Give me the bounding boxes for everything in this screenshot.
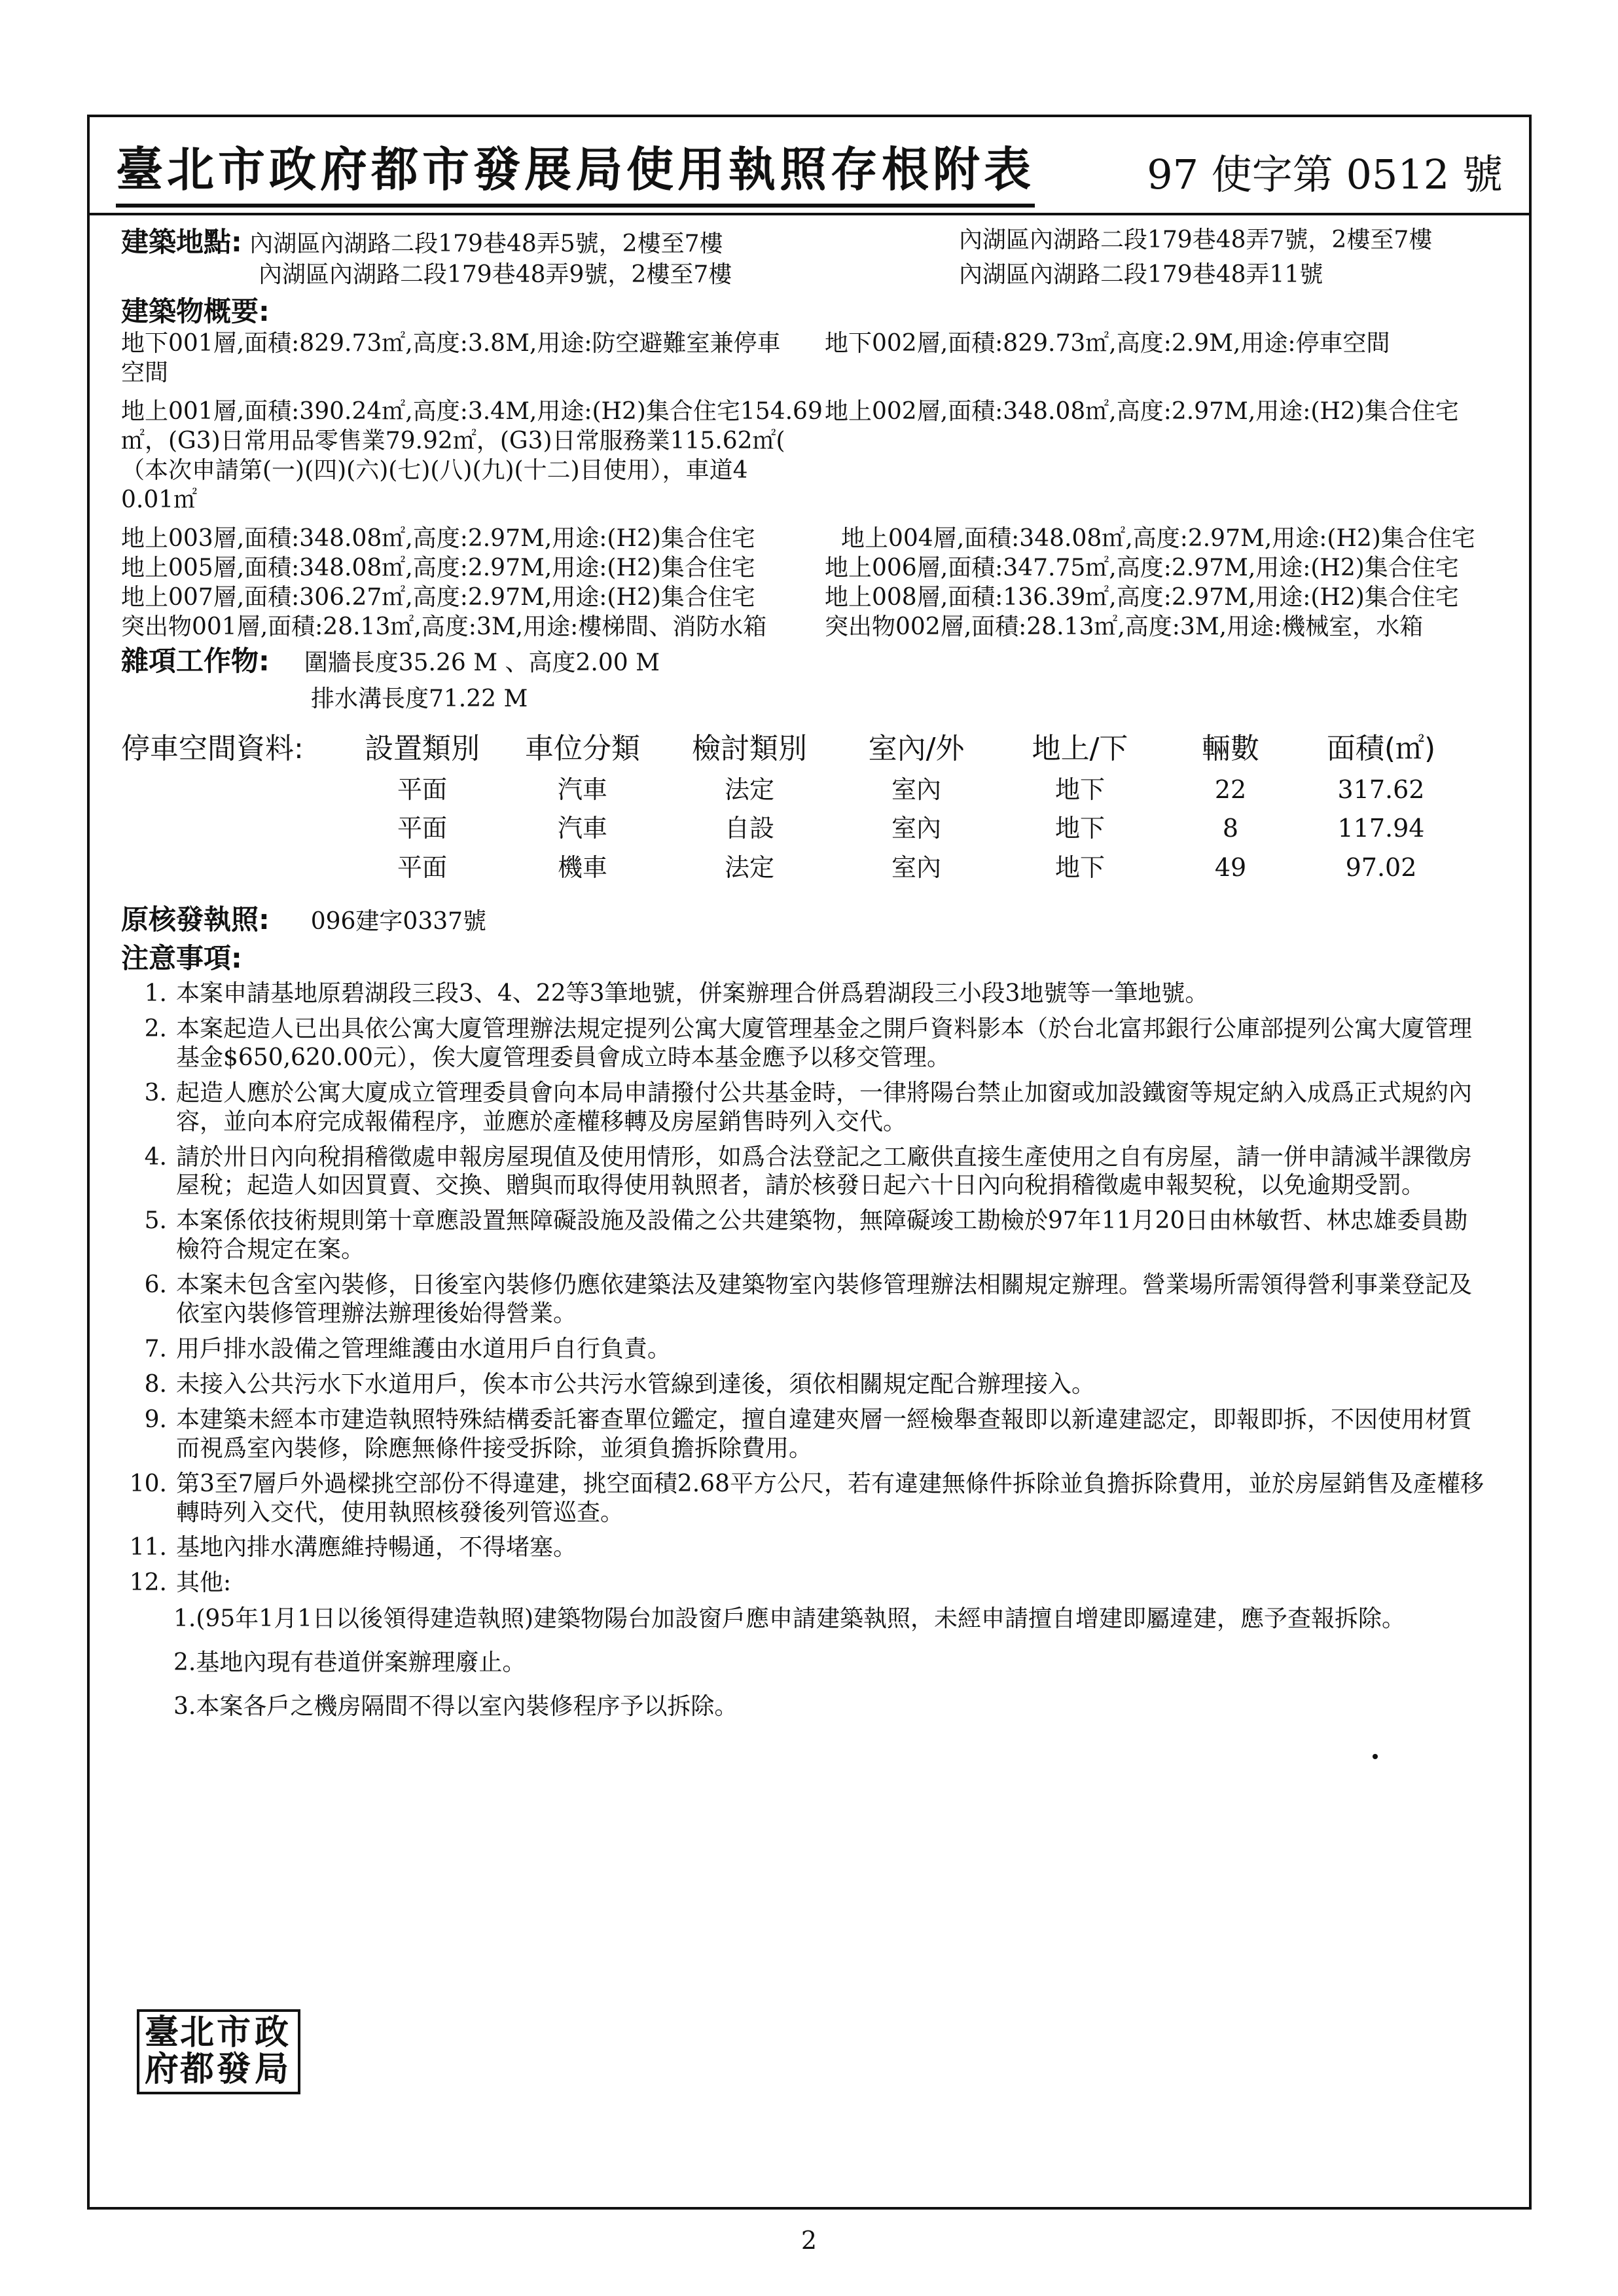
floor-7: 地上007層,面積:306.27㎡,高度:2.97M,用途:(H2)集合住宅 [121,584,755,611]
floor-b1: 地下001層,面積:829.73㎡,高度:3.8M,用途:防空避難室兼停車 [121,330,781,357]
parking-header: 面積(㎡) [1326,731,1436,765]
seal-char: 市 [217,2013,251,2052]
note-item [121,1569,1502,1597]
parking-cell: 汽車 [557,774,607,804]
seal-char: 府 [145,2049,179,2089]
note-text: 本案未包含室內裝修，日後室內裝修仍應依建築法及建築物室內裝修管理辦法相關規定辦理。營業場所需領得營利事業登記及依室內裝修管理辦法辦理後始得營業。 [176,1271,1473,1328]
other-item: 2.基地內現有巷道併案辦理廢止。 [173,1649,526,1677]
parking-cell: 汽車 [557,814,607,843]
other-item: 3.本案各戶之機房隔間不得以室內裝修程序予以拆除。 [173,1693,738,1721]
parking-header: 室內/外 [868,731,965,765]
site-address: 內湖區內湖路二段179巷48弄9號，2樓至7樓 [259,261,732,288]
note-text: 本案係依技術規則第十章應設置無障礙設施及設備之公共建築物，無障礙竣工勘檢於97年11月20日由林敏哲、林忠雄委員勘檢符合規定在案。 [176,1207,1468,1264]
document-title: 臺北市政府都市發展局使用執照存根附表 [116,132,1035,208]
note-number: 3. [144,1079,167,1106]
overview-row [121,329,1502,358]
note-number: 2. [144,1015,167,1042]
floor-b2: 地下002層,面積:829.73㎡,高度:2.9M,用途:停車空間 [825,330,1390,357]
note-item [121,1406,1502,1463]
site-address: 內湖區內湖路二段179巷48弄7號，2樓至7樓 [959,227,1433,253]
floor-4: 地上004層,面積:348.08㎡,高度:2.97M,用途:(H2)集合住宅 [841,525,1475,552]
seal-char: 發 [217,2049,251,2089]
parking-cell: 室內 [891,814,941,843]
document-header [90,117,1529,215]
parking-cell: 室內 [891,852,941,882]
note-item [121,979,1502,1008]
note-text: 起造人應於公寓大廈成立管理委員會向本局申請撥付公共基金時，一律將陽台禁止加窗或加設鐵窗等規定納入成爲正式規約內容，並向本府完成報備程序，並應於產權移轉及房屋銷售時列入交代。 [176,1079,1473,1135]
parking-cell: 地下 [1054,814,1105,843]
roof-1: 突出物001層,面積:28.13㎡,高度:3M,用途:樓梯間、消防水箱 [121,613,767,640]
site-address: 內湖區內湖路二段179巷48弄11號 [959,261,1323,288]
parking-cell: 97.02 [1345,852,1417,882]
roof-2: 突出物002層,面積:28.13㎡,高度:3M,用途:機械室，水箱 [825,613,1424,640]
parking-header: 檢討類別 [692,731,807,765]
parking-cell: 法定 [724,852,774,882]
note-item [121,1370,1502,1399]
speck [1373,1754,1378,1759]
parking-cell: 8 [1222,814,1239,843]
note-number: 9. [144,1406,167,1433]
overview-row [121,524,1502,553]
floor-1-cont: ㎡，(G3)日常用品零售業79.92㎡，(G3)日常服務業115.62㎡( [121,428,785,454]
note-text: 第3至7層戶外過樑挑空部份不得違建，挑空面積2.68平方公尺，若有違建無條件拆除並負擔拆除費用，並於房屋銷售及產權移轉時列入交代，使用執照核發後列管巡查。 [176,1470,1484,1526]
note-text: 用戶排水設備之管理維護由水道用戶自行負責。 [176,1335,672,1362]
seal-char: 北 [180,2013,215,2052]
parking-header: 地上/下 [1032,731,1128,765]
parking-label: 停車空間資料: [121,731,304,765]
floor-1-cont: 0.01㎡ [121,486,198,513]
site-address-row-1 [121,225,1502,260]
note-number: 12. [129,1569,167,1597]
other-item: 1.(95年1月1日以後領得建造執照)建築物陽台加設窗戶應申請建築執照，未經申請擅自增建即屬違建，應予查報拆除。 [173,1605,1406,1633]
parking-cell: 平面 [397,814,447,843]
note-item [121,1271,1502,1328]
note-number: 7. [144,1335,167,1362]
parking-row [121,848,1463,888]
parking-cell: 自設 [724,814,774,843]
seal-char: 臺 [145,2013,179,2052]
seal-char: 政 [255,2013,289,2052]
overview-row [121,553,1502,583]
note-item [121,1015,1502,1072]
parking-cell: 117.94 [1337,814,1425,843]
note-number: 5. [144,1207,167,1235]
parking-cell: 317.62 [1337,774,1425,804]
overview-label: 建築物概要: [121,295,270,327]
parking-cell: 法定 [724,774,774,804]
note-text: 未接入公共污水下水道用戶，俟本市公共污水管線到達後，須依相關規定配合辦理接入。 [176,1370,1096,1398]
overview-row [121,397,1502,426]
note-text: 請於卅日內向稅捐稽徵處申報房屋現值及使用情形，如爲合法登記之工廠供直接生產使用之自有房屋，請一併申請減半課徵房屋稅；起造人如因買賣、交換、贈與而取得使用執照者，請於核發日起六十日內向稅捐稽徵處申報契稅，以免逾期受罰。 [176,1143,1473,1199]
site-address-row-2 [121,260,1502,289]
note-number: 8. [144,1370,167,1398]
seal-char: 局 [255,2049,289,2089]
official-seal-stamp [137,2009,300,2094]
parking-header: 車位分類 [525,731,640,765]
note-number: 4. [144,1143,167,1171]
floor-1-cont: （本次申請第(一)(四)(六)(七)(八)(九)(十二)目使用），車道4 [121,457,748,484]
floor-5: 地上005層,面積:348.08㎡,高度:2.97M,用途:(H2)集合住宅 [121,555,755,581]
floor-2: 地上002層,面積:348.08㎡,高度:2.97M,用途:(H2)集合住宅 [825,398,1459,425]
floor-b2-cont: 空間 [121,359,169,386]
document-frame [87,115,1532,2210]
page-number: 2 [800,2226,818,2255]
misc-item: 圍牆長度35.26 M 、高度2.00 M [304,649,660,676]
note-number: 10. [129,1470,167,1497]
note-text: 本案起造人已出具依公寓大廈管理辦法規定提列公寓大廈管理基金之開戶資料影本（於台北富邦銀行公庫部提列公寓大廈管理基金$650,620.00元），俟大廈管理委員會成立時本基金應予以移交管理。 [176,1015,1473,1071]
note-item [121,1143,1502,1201]
floor-1: 地上001層,面積:390.24㎡,高度:3.4M,用途:(H2)集合住宅154.69 [121,398,823,425]
parking-cell: 22 [1214,774,1247,804]
seal-char: 都 [180,2049,215,2089]
notes-label: 注意事項: [121,941,242,974]
misc-row [121,644,1502,679]
overview-row [121,612,1502,642]
misc-item: 排水溝長度71.22 M [311,685,528,712]
original-permit-value: 096建字0337號 [310,908,487,935]
document-number: 97 使字第 0512 號 [1147,151,1503,198]
original-permit-label: 原核發執照: [121,903,270,936]
note-text: 本案申請基地原碧湖段三段3、4、22等3筆地號，併案辦理合併爲碧湖段三小段3地號等一筆地號。 [176,980,1209,1007]
original-permit-row [121,903,1502,938]
note-text: 本建築未經本市建造執照特殊結構委託審查單位鑑定，擅自違建夾層一經檢舉查報即以新違建認定，即報即拆，不因使用材質而視爲室內裝修，除應無條件接受拆除，並須負擔拆除費用。 [176,1406,1473,1462]
parking-row [121,771,1463,810]
note-text: 其他: [176,1569,232,1597]
note-number: 6. [144,1271,167,1299]
parking-cell: 平面 [397,852,447,882]
document-body [121,225,1502,1736]
note-item [121,1079,1502,1137]
site-label: 建築地點: [121,226,242,258]
note-item [121,1335,1502,1364]
note-item [121,1533,1502,1562]
floor-3: 地上003層,面積:348.08㎡,高度:2.97M,用途:(H2)集合住宅 [121,525,755,552]
parking-header-row [121,727,1463,771]
note-text: 基地內排水溝應維持暢通，不得堵塞。 [176,1534,577,1561]
parking-header: 設置類別 [365,731,480,765]
note-number: 11. [129,1534,167,1561]
overview-row [121,583,1502,612]
parking-row [121,809,1463,848]
parking-cell: 地下 [1054,774,1105,804]
floor-8: 地上008層,面積:136.39㎡,高度:2.97M,用途:(H2)集合住宅 [825,584,1459,611]
parking-header: 輛數 [1202,731,1259,765]
floor-6: 地上006層,面積:347.75㎡,高度:2.97M,用途:(H2)集合住宅 [825,555,1459,581]
notes-list [121,979,1502,1721]
misc-label: 雜項工作物: [121,645,270,677]
note-item [121,1207,1502,1264]
parking-cell: 室內 [891,774,941,804]
note-item [121,1470,1502,1527]
parking-cell: 機車 [557,852,607,882]
note-number: 1. [144,980,167,1007]
parking-cell: 49 [1214,852,1247,882]
parking-table [121,727,1463,888]
parking-cell: 平面 [397,774,447,804]
parking-cell: 地下 [1054,852,1105,882]
site-address: 內湖區內湖路二段179巷48弄5號，2樓至7樓 [249,230,723,257]
